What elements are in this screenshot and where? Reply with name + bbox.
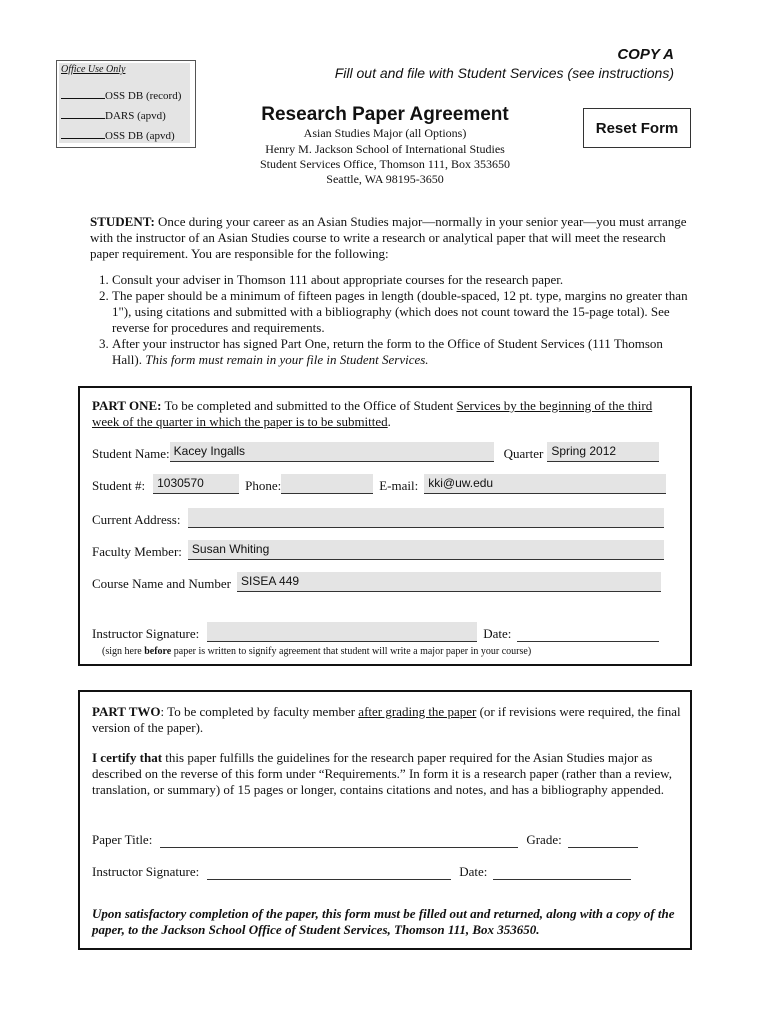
grade-line	[568, 833, 638, 848]
closing-instruction: Upon satisfactory completion of the paper, this form must be filled out and returned, along with a copy of the paper, to the Jackson School Office of Student Services, Thomson 111, Box 353650.	[92, 906, 675, 937]
part-two-signature-label: Instructor Signature:	[92, 864, 200, 879]
page-title: Research Paper Agreement	[261, 104, 509, 125]
subtitle-line-1: Asian Studies Major (all Options)	[303, 126, 467, 140]
email-field[interactable]: kki@uw.edu	[424, 474, 666, 494]
student-steps	[90, 272, 690, 368]
instructor-signature-field[interactable]	[207, 622, 477, 642]
student-number-label: Student #:	[92, 478, 146, 493]
student-name-row	[92, 442, 659, 462]
office-item-oss-record: OSS DB (record)	[61, 88, 181, 102]
subtitle-line-2: Henry M. Jackson School of International Studies	[265, 142, 505, 156]
student-name-label: Student Name:	[92, 446, 170, 461]
student-name-field[interactable]: Kacey Ingalls	[170, 442, 494, 462]
quarter-label: Quarter	[503, 446, 544, 461]
signature-date-line	[517, 627, 659, 642]
student-intro: STUDENT: Once during your career as an Asian Studies major—normally in your senior year—you must arrange with the instructor of an Asian Studies course to write a research or analytical paper that will meet the research paper requirement. You are responsible for the following:	[90, 214, 687, 261]
paper-title-row	[92, 832, 638, 848]
copy-label: COPY A	[617, 46, 674, 63]
step-1: 1. Consult your adviser in Thomson 111 about appropriate courses for the research paper.	[112, 272, 690, 288]
email-label: E-mail:	[379, 478, 419, 493]
course-field[interactable]: SISEA 449	[237, 572, 661, 592]
date-label: Date:	[483, 626, 512, 641]
phone-field[interactable]	[281, 474, 373, 494]
certification-statement: I certify that this paper fulfills the guidelines for the research paper required for the Asian Studies major as described on the reverse of this form under “Requirements.” In form it is a research paper (rather than a review, translation, or summary) of 15 pages or longer, contains citations and notes, and has a bibliography appended.	[92, 750, 672, 797]
office-item-dars: DARS (apvd)	[61, 108, 166, 122]
part-two-section	[78, 690, 692, 950]
phone-label: Phone:	[245, 478, 282, 493]
paper-title-line	[160, 833, 518, 848]
part-two-signature-line	[207, 865, 451, 880]
signature-label: Instructor Signature:	[92, 626, 200, 641]
address-label: Current Address:	[92, 512, 181, 527]
part-two-date-label: Date:	[459, 864, 488, 879]
part-two-instructions: PART TWO: To be completed by faculty member after grading the paper (or if revisions were required, the final version of the paper).	[92, 704, 681, 735]
quarter-field[interactable]: Spring 2012	[547, 442, 659, 462]
signature-note: (sign here before paper is written to signify agreement that student will write a major paper in your course)	[102, 646, 532, 657]
step-3: 3. After your instructor has signed Part One, return the form to the Office of Student Services (111 Thomson Hall). This form must remain in your file in Student Services.	[112, 336, 690, 368]
address-row	[92, 508, 664, 528]
student-number-field[interactable]: 1030570	[153, 474, 239, 494]
filing-instruction: Fill out and file with Student Services (see instructions)	[334, 65, 674, 81]
part-one-instructions: PART ONE: To be completed and submitted to the Office of Student Services by the beginning of the third week of the quarter in which the paper is to be submitted.	[92, 398, 653, 429]
paper-title-label: Paper Title:	[92, 832, 153, 847]
faculty-member-field[interactable]: Susan Whiting	[188, 540, 664, 560]
student-contact-row	[92, 474, 666, 494]
reset-form-button[interactable]: Reset Form	[583, 108, 691, 148]
office-item-oss-apvd: OSS DB (apvd)	[61, 128, 175, 142]
address-field[interactable]	[188, 508, 664, 528]
part-two-signature-row	[92, 864, 631, 880]
subtitle-line-4: Seattle, WA 98195-3650	[326, 172, 444, 186]
faculty-row	[92, 540, 664, 560]
subtitle-line-3: Student Services Office, Thomson 111, Box 353650	[260, 157, 510, 171]
step-2: 2. The paper should be a minimum of fifteen pages in length (double-spaced, 12 pt. type, margins no greater than 1"), using citations and submitted with a bibliography (which does not count toward the 15-page total). See reverse for procedures and requirements.	[112, 288, 690, 336]
faculty-label: Faculty Member:	[92, 544, 182, 559]
course-label: Course Name and Number	[92, 576, 231, 591]
instructor-signature-row	[92, 622, 659, 642]
course-row	[92, 572, 661, 592]
office-use-title: Office Use Only	[61, 64, 126, 75]
part-two-date-line	[493, 865, 631, 880]
grade-label: Grade:	[526, 832, 562, 847]
part-one-section	[78, 386, 692, 666]
